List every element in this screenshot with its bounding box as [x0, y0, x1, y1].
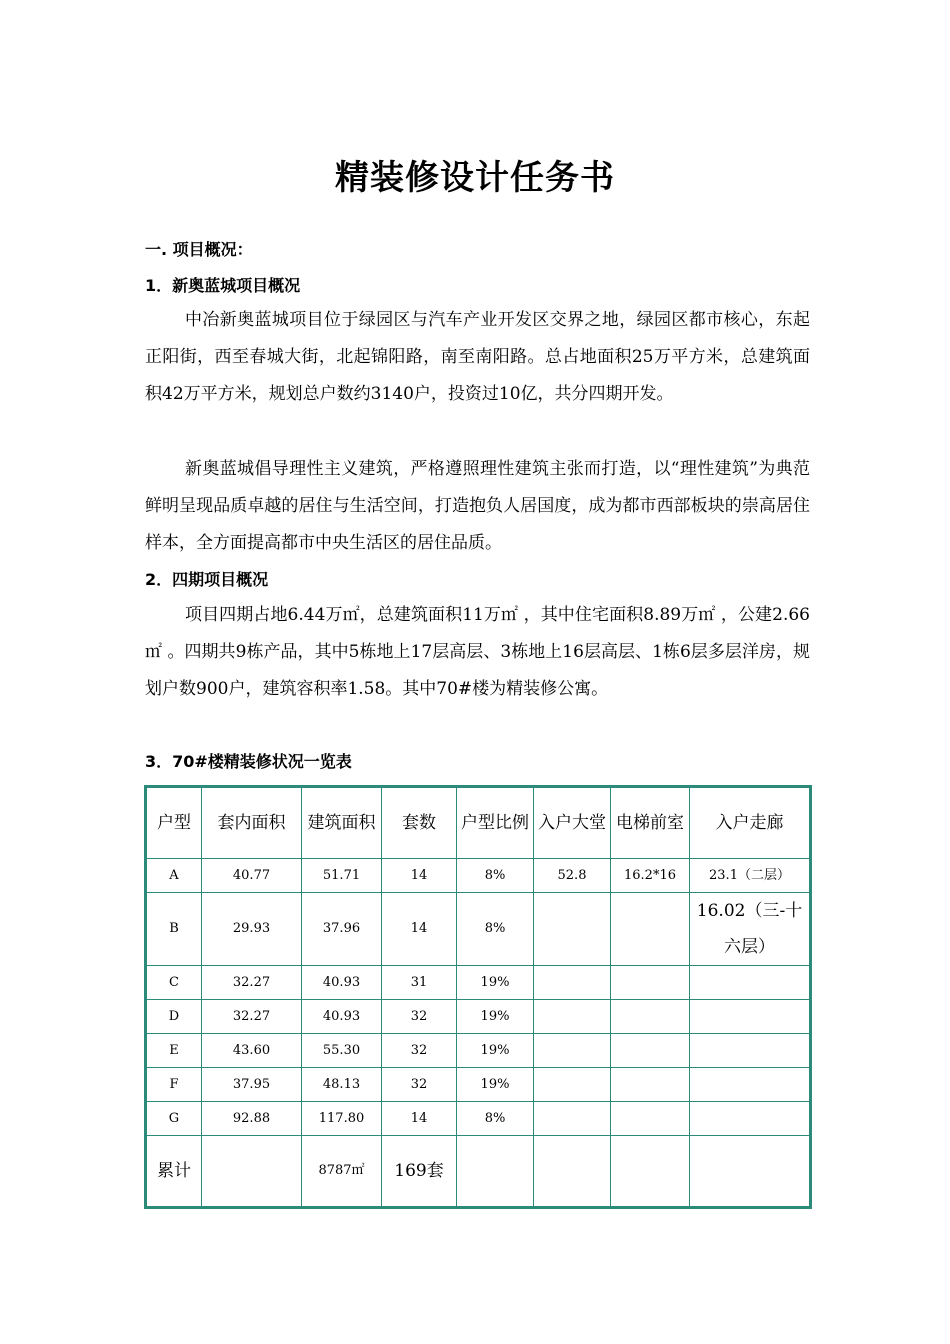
section1-paragraph1: 中冶新奥蓝城项目位于绿园区与汽车产业开发区交界之地，绿园区都市核心，东起正阳街，西至春城大街，北起锦阳路，南至南阳路。总占地面积25万平方米，总建筑面积42万平方米，规划总户数约3140户，投资过10亿，共分四期开发。 — [145, 310, 810, 404]
table-cell — [611, 893, 690, 966]
table-total-row — [146, 1136, 811, 1208]
table-cell: 169套 — [382, 1136, 457, 1208]
table-row — [146, 859, 811, 893]
table-cell: 14 — [382, 859, 457, 893]
table-cell: 19% — [457, 966, 534, 1000]
table-cell: 8% — [457, 893, 534, 966]
section1-paragraph2: 新奥蓝城倡导理性主义建筑，严格遵照理性建筑主张而打造，以“理性建筑”为典范鲜明呈现品质卓越的居住与生活空间，打造抱负人居国度，成为都市西部板块的崇高居住样本，全方面提高都市中央生活区的居住品质。 — [145, 459, 810, 553]
outline-heading: 一. 项目概况： — [145, 240, 253, 259]
table-cell: 19% — [457, 1034, 534, 1068]
table-cell: 43.60 — [202, 1034, 302, 1068]
table-cell — [202, 1136, 302, 1208]
table-cell: 23.1（二层） — [690, 859, 811, 893]
table-cell: 32 — [382, 1034, 457, 1068]
table-row — [146, 966, 811, 1000]
table-cell: D — [146, 1000, 202, 1034]
table-cell: 52.8 — [534, 859, 611, 893]
table-row — [146, 1000, 811, 1034]
table-cell: 14 — [382, 1102, 457, 1136]
header-cell: 入户走廊 — [690, 787, 811, 859]
section1-heading: 1．新奥蓝城项目概况 — [145, 276, 301, 295]
table-cell: 37.95 — [202, 1068, 302, 1102]
table-cell: 117.80 — [302, 1102, 382, 1136]
table-cell: A — [146, 859, 202, 893]
table-cell: 40.93 — [302, 966, 382, 1000]
header-cell: 户型比例 — [457, 787, 534, 859]
table-cell — [690, 1136, 811, 1208]
table-cell — [534, 966, 611, 1000]
table-cell — [690, 1000, 811, 1034]
table-row — [146, 1034, 811, 1068]
table-cell — [690, 1102, 811, 1136]
table-cell — [611, 1034, 690, 1068]
table-cell: 32 — [382, 1000, 457, 1034]
table-cell: F — [146, 1068, 202, 1102]
table-row — [146, 1068, 811, 1102]
table-cell: 29.93 — [202, 893, 302, 966]
table-cell: 48.13 — [302, 1068, 382, 1102]
table-cell — [690, 966, 811, 1000]
table-cell — [611, 1102, 690, 1136]
table-cell: 8787㎡ — [302, 1136, 382, 1208]
table-cell: 8% — [457, 859, 534, 893]
table-cell: 32 — [382, 1068, 457, 1102]
table-cell — [690, 1068, 811, 1102]
table-cell — [534, 1136, 611, 1208]
table-row — [146, 893, 811, 966]
table-cell — [611, 1068, 690, 1102]
table-cell — [611, 1136, 690, 1208]
table-cell: C — [146, 966, 202, 1000]
header-cell: 户型 — [146, 787, 202, 859]
header-cell: 建筑面积 — [302, 787, 382, 859]
header-cell: 电梯前室 — [611, 787, 690, 859]
table-cell: 16.02（三-十六层） — [690, 893, 811, 966]
table-cell — [534, 1000, 611, 1034]
table-cell: 19% — [457, 1068, 534, 1102]
header-cell: 套数 — [382, 787, 457, 859]
table-cell — [534, 1102, 611, 1136]
table-cell: 31 — [382, 966, 457, 1000]
table-cell: 40.77 — [202, 859, 302, 893]
table-cell: 40.93 — [302, 1000, 382, 1034]
table-header-row — [146, 787, 811, 859]
table-cell: 55.30 — [302, 1034, 382, 1068]
table-cell: B — [146, 893, 202, 966]
table-cell: 37.96 — [302, 893, 382, 966]
table-cell: 16.2*16 — [611, 859, 690, 893]
table-row — [146, 1102, 811, 1136]
table-cell: 32.27 — [202, 966, 302, 1000]
table-cell: E — [146, 1034, 202, 1068]
header-cell: 入户大堂 — [534, 787, 611, 859]
table-cell: 92.88 — [202, 1102, 302, 1136]
table-cell: 19% — [457, 1000, 534, 1034]
table-cell — [534, 1068, 611, 1102]
table-cell: 累计 — [146, 1136, 202, 1208]
section3-heading: 3．70#楼精装修状况一览表 — [145, 752, 352, 771]
table-cell — [611, 966, 690, 1000]
table-cell: 14 — [382, 893, 457, 966]
table-cell — [534, 893, 611, 966]
header-cell: 套内面积 — [202, 787, 302, 859]
table-cell — [611, 1000, 690, 1034]
document-title: 精装修设计任务书 — [335, 158, 615, 198]
unit-summary-table — [144, 785, 812, 1209]
table-cell: 8% — [457, 1102, 534, 1136]
table-cell — [534, 1034, 611, 1068]
table-cell — [457, 1136, 534, 1208]
table-cell: 32.27 — [202, 1000, 302, 1034]
section2-heading: 2．四期项目概况 — [145, 570, 269, 589]
table-cell: 51.71 — [302, 859, 382, 893]
section2-paragraph: 项目四期占地6.44万㎡，总建筑面积11万㎡ ，其中住宅面积8.89万㎡ ，公建2.66㎡ 。四期共9栋产品，其中5栋地上17层高层、3栋地上16层高层、1栋6层多层洋房，规划户数900户，建筑容积率1.58。其中70#楼为精装修公寓。 — [145, 605, 810, 699]
table-cell: G — [146, 1102, 202, 1136]
table-cell — [690, 1034, 811, 1068]
